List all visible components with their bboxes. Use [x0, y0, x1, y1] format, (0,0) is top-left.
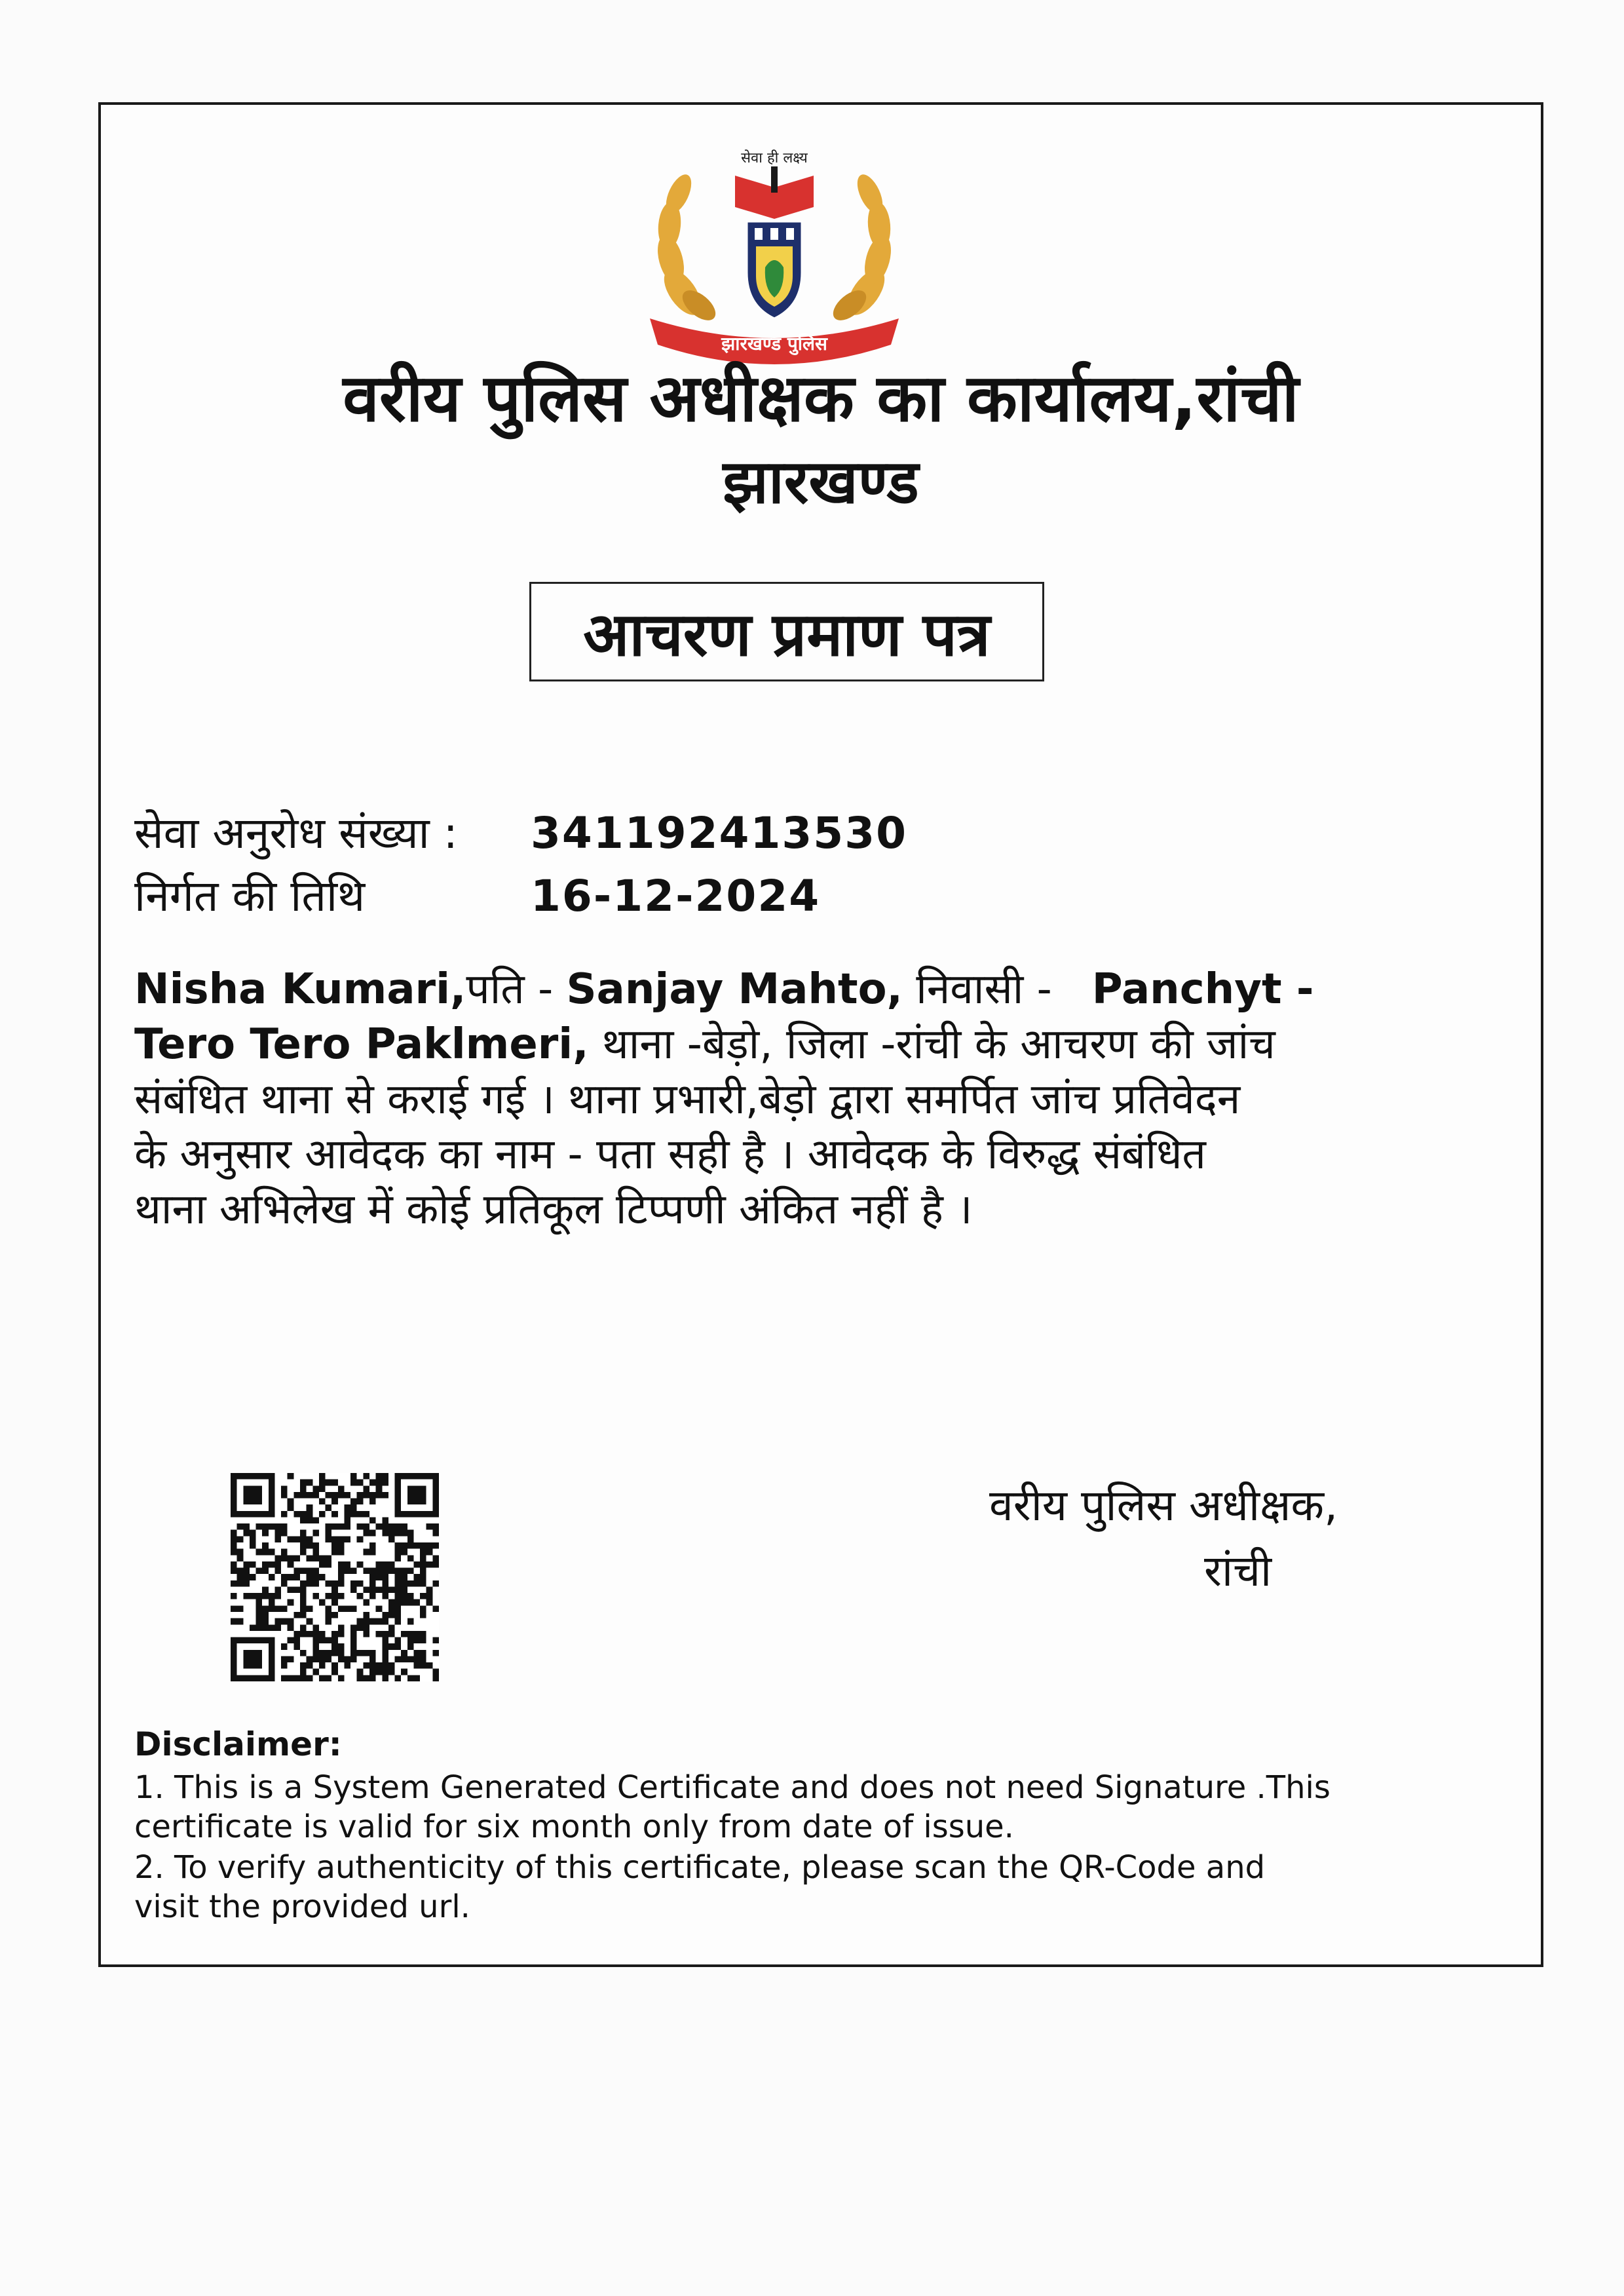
certificate-body	[134, 962, 1497, 1237]
signatory-designation: वरीय पुलिस अधीक्षक,	[989, 1480, 1338, 1531]
address-part-2: Tero Tero Paklmeri,	[134, 1020, 589, 1069]
issue-date-row	[134, 870, 821, 923]
emblem-motto: सेवा ही लक्ष्य	[741, 150, 808, 166]
address-part-1: Panchyt -	[1091, 965, 1314, 1014]
disclaimer-line-1: 1. This is a System Generated Certificate and does not need Signature .This	[134, 1769, 1331, 1806]
emblem-ribbon-text: झारखण्ड पुलिस	[721, 333, 827, 354]
issue-date-label: निर्गत की तिथि	[134, 871, 366, 921]
jharkhand-police-emblem	[637, 142, 912, 377]
disclaimer-line-2: certificate is valid for six month only from date of issue.	[134, 1808, 1014, 1845]
disclaimer-title: Disclaimer:	[134, 1725, 342, 1763]
service-request-label: सेवा अनुरोध संख्या :	[134, 808, 458, 858]
service-request-number: 341192413530	[531, 808, 908, 858]
husband-name: Sanjay Mahto,	[566, 965, 903, 1014]
issue-date-value: 16-12-2024	[531, 871, 821, 921]
state-title: झारखण्ड	[723, 447, 919, 517]
signatory-place: रांची	[1204, 1546, 1272, 1596]
applicant-name: Nisha Kumari,	[134, 965, 466, 1014]
body-line-5: थाना अभिलेख में कोई प्रतिकूल टिप्पणी अंकित नहीं है ।	[134, 1185, 973, 1234]
body-line-4: के अनुसार आवेदक का नाम - पता सही है । आवेदक के विरुद्ध संबंधित	[134, 1130, 1206, 1179]
service-request-row	[134, 807, 908, 860]
verification-qr-code[interactable]	[231, 1473, 439, 1681]
certificate-title: आचरण प्रमाण पत्र	[529, 582, 1044, 681]
body-line-1: Nisha Kumari,पति - Sanjay Mahto, निवासी - Panchyt -	[134, 965, 1314, 1014]
disclaimer-line-4: visit the provided url.	[134, 1888, 470, 1925]
body-line-3: संबंधित थाना से कराई गई । थाना प्रभारी,बेड़ो द्वारा समर्पित जांच प्रतिवेदन	[134, 1075, 1241, 1124]
office-title: वरीय पुलिस अधीक्षक का कार्यालय,रांची	[343, 360, 1299, 436]
disclaimer-line-3: 2. To verify authenticity of this certificate, please scan the QR-Code and	[134, 1849, 1266, 1886]
body-line-2: Tero Tero Paklmeri, थाना -बेड़ो, जिला -रांची के आचरण की जांच	[134, 1020, 1275, 1069]
